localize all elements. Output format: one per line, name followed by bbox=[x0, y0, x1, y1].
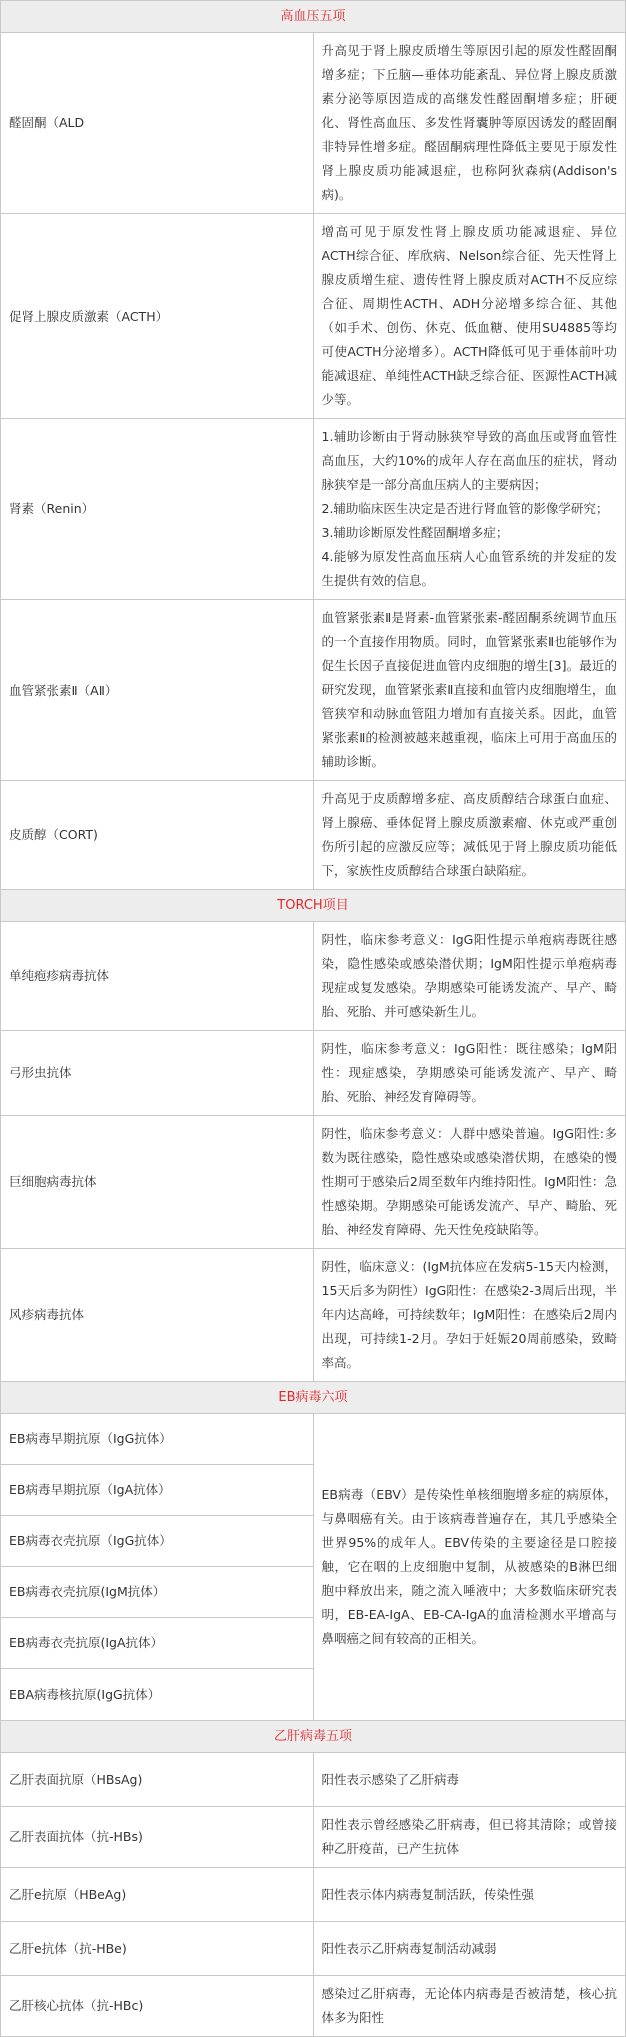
table-row bbox=[1, 1249, 626, 1382]
test-description: 升高见于肾上腺皮质增生等原因引起的原发性醛固酮增多症；下丘脑—垂体功能紊乱、异位肾上腺皮质激素分泌等原因造成的高继发性醛固酮增多症；肝硬化、肾性高血压、多发性肾囊肿等原因诱发的醛固酮非特异性增多症。醛固酮病理性降低主要见于原发性肾上腺皮质功能减退症，也称阿狄森病(Addison's病)。 bbox=[313, 33, 626, 214]
test-description: 增高可见于原发性肾上腺皮质功能减退症、异位ACTH综合征、库欣病、Nelson综合征、先天性肾上腺皮质增生症、遗传性肾上腺皮质对ACTH不反应综合征、周期性ACTH、ADH分泌增多综合征、其他（如手术、创伤、休克、低血糖、使用SU4885等均可使ACTH分泌增多）。ACTH降低可见于垂体前叶功能减退症、单纯性ACTH缺乏综合征、医源性ACTH减少等。 bbox=[313, 214, 626, 419]
test-name: 促肾上腺皮质激素（ACTH） bbox=[1, 214, 314, 419]
table-row bbox=[1, 419, 626, 600]
test-description: 感染过乙肝病毒，无论体内病毒是否被清楚，核心抗体多为阳性 bbox=[313, 1976, 626, 2037]
table-row bbox=[1, 1807, 626, 1868]
section-header-row bbox=[1, 1382, 626, 1414]
test-description: 阴性，临床参考意义：人群中感染普遍。IgG阳性:多数为既往感染，隐性感染或感染潜伏期，在感染的慢性期可于感染后2周至数年内维持阳性。IgM阳性：急性感染期。孕期感染可能诱发流产、早产、畸胎、死胎、神经发育障碍、先天性免疫缺陷等。 bbox=[313, 1116, 626, 1249]
test-name: 巨细胞病毒抗体 bbox=[1, 1116, 314, 1249]
section-header-row bbox=[1, 890, 626, 922]
description-line: 1.辅助诊断由于肾动脉狭窄导致的高血压或肾血管性高血压，大约10%的成年人存在高血压的症状，肾动脉狭窄是一部分高血压病人的主要病因； bbox=[321, 429, 617, 492]
table-row bbox=[1, 1753, 626, 1807]
table-row bbox=[1, 1976, 626, 2037]
description-line: 2.辅助临床医生决定是否进行肾血管的影像学研究； bbox=[321, 501, 609, 516]
test-description: 阳性表示体内病毒复制活跃，传染性强 bbox=[313, 1868, 626, 1922]
test-name: 肾素（Renin） bbox=[1, 419, 314, 600]
test-name: 乙肝e抗原（HBeAg) bbox=[1, 1868, 314, 1922]
description-line: 3.辅助诊断原发性醛固酮增多症； bbox=[321, 525, 509, 540]
test-name: EBA病毒核抗原(IgG抗体） bbox=[1, 1669, 314, 1721]
section-title-hypertension: 高血压五项 bbox=[1, 1, 626, 33]
section-header-row bbox=[1, 1721, 626, 1753]
test-description: EB病毒（EBV）是传染性单核细胞增多症的病原体，与鼻咽癌有关。由于该病毒普遍存在，其几乎感染全世界95%的成年人。EBV传染的主要途径是口腔接触，它在咽的上皮细胞中复制，从被感染的B淋巴细胞中释放出来，随之流入唾液中；大多数临床研究表明，EB-EA-IgA、EB-CA-IgA的血清检测水平增高与鼻咽癌之间有较高的正相关。 bbox=[313, 1414, 626, 1721]
test-description: 血管紧张素Ⅱ是肾素-血管紧张素-醛固酮系统调节血压的一个直接作用物质。同时，血管紧张素Ⅱ也能够作为促生长因子直接促进血管内皮细胞的增生[3]。最近的研究发现，血管紧张素Ⅱ直接和血管内皮细胞增生，血管狭窄和动脉血管阻力增加有直接关系。因此，血管紧张素Ⅱ的检测被越来越重视，临床上可用于高血压的辅助诊断。 bbox=[313, 600, 626, 781]
test-name: 乙肝核心抗体（抗-HBc) bbox=[1, 1976, 314, 2037]
test-description: 阴性，临床参考意义：IgG阳性：既往感染；IgM阳性：现症感染，孕期感染可能诱发流产、早产、畸胎、死胎、神经发育障碍等。 bbox=[313, 1031, 626, 1116]
section-title-hbv: 乙肝病毒五项 bbox=[1, 1721, 626, 1753]
test-description: 阴性，临床参考意义：IgG阳性提示单疱病毒既往感染，隐性感染或感染潜伏期；IgM阳性提示单疱病毒现症或复发感染。孕期感染可能诱发流产、早产、畸胎、死胎、并可感染新生儿。 bbox=[313, 922, 626, 1031]
table-row bbox=[1, 781, 626, 890]
table-row bbox=[1, 1031, 626, 1116]
test-name: 乙肝e抗体（抗-HBe) bbox=[1, 1922, 314, 1976]
test-description: 阳性表示曾经感染乙肝病毒，但已将其清除；或曾接种乙肝疫苗，已产生抗体 bbox=[313, 1807, 626, 1868]
table-row bbox=[1, 33, 626, 214]
test-name: 血管紧张素Ⅱ（AⅡ） bbox=[1, 600, 314, 781]
table-row bbox=[1, 922, 626, 1031]
test-name: 乙肝表面抗体（抗-HBs) bbox=[1, 1807, 314, 1868]
test-description: 阴性，临床意义：(IgM抗体应在发病5-15天内检测，15天后多为阴性）IgG阳性：在感染2-3周后出现，半年内达高峰，可持续数年；IgM阳性：在感染后2周内出现，可持续1-2月。孕妇于妊娠20周前感染，致畸率高。 bbox=[313, 1249, 626, 1382]
test-description: 阳性表示乙肝病毒复制活动减弱 bbox=[313, 1922, 626, 1976]
table-row bbox=[1, 1414, 626, 1465]
test-description: 升高见于皮质醇增多症、高皮质醇结合球蛋白血症、肾上腺癌、垂体促肾上腺皮质激素瘤、休克或严重创伤所引起的应激反应等；减低见于肾上腺皮质功能低下，家族性皮质醇结合球蛋白缺陷症。 bbox=[313, 781, 626, 890]
description-line: 4.能够为原发性高血压病人心血管系统的并发症的发生提供有效的信息。 bbox=[321, 549, 617, 588]
test-name: 皮质醇（CORT) bbox=[1, 781, 314, 890]
section-title-ebv: EB病毒六项 bbox=[1, 1382, 626, 1414]
test-name: 弓形虫抗体 bbox=[1, 1031, 314, 1116]
test-name: EB病毒早期抗原（IgA抗体） bbox=[1, 1465, 314, 1516]
test-name: EB病毒衣壳抗原（IgG抗体） bbox=[1, 1516, 314, 1567]
table-row bbox=[1, 600, 626, 781]
test-name: 单纯疱疹病毒抗体 bbox=[1, 922, 314, 1031]
test-name: 醛固酮（ALD bbox=[1, 33, 314, 214]
test-name: EB病毒早期抗原（IgG抗体） bbox=[1, 1414, 314, 1465]
table-row bbox=[1, 1922, 626, 1976]
test-name: 风疹病毒抗体 bbox=[1, 1249, 314, 1382]
test-description: 阳性表示感染了乙肝病毒 bbox=[313, 1753, 626, 1807]
section-header-row bbox=[1, 1, 626, 33]
test-description bbox=[313, 419, 626, 600]
table-row bbox=[1, 214, 626, 419]
table-row bbox=[1, 1868, 626, 1922]
test-name: EB病毒衣壳抗原(IgA抗体） bbox=[1, 1618, 314, 1669]
table-row bbox=[1, 1116, 626, 1249]
section-title-torch: TORCH项目 bbox=[1, 890, 626, 922]
test-name: EB病毒衣壳抗原(IgM抗体） bbox=[1, 1567, 314, 1618]
test-name: 乙肝表面抗原（HBsAg) bbox=[1, 1753, 314, 1807]
